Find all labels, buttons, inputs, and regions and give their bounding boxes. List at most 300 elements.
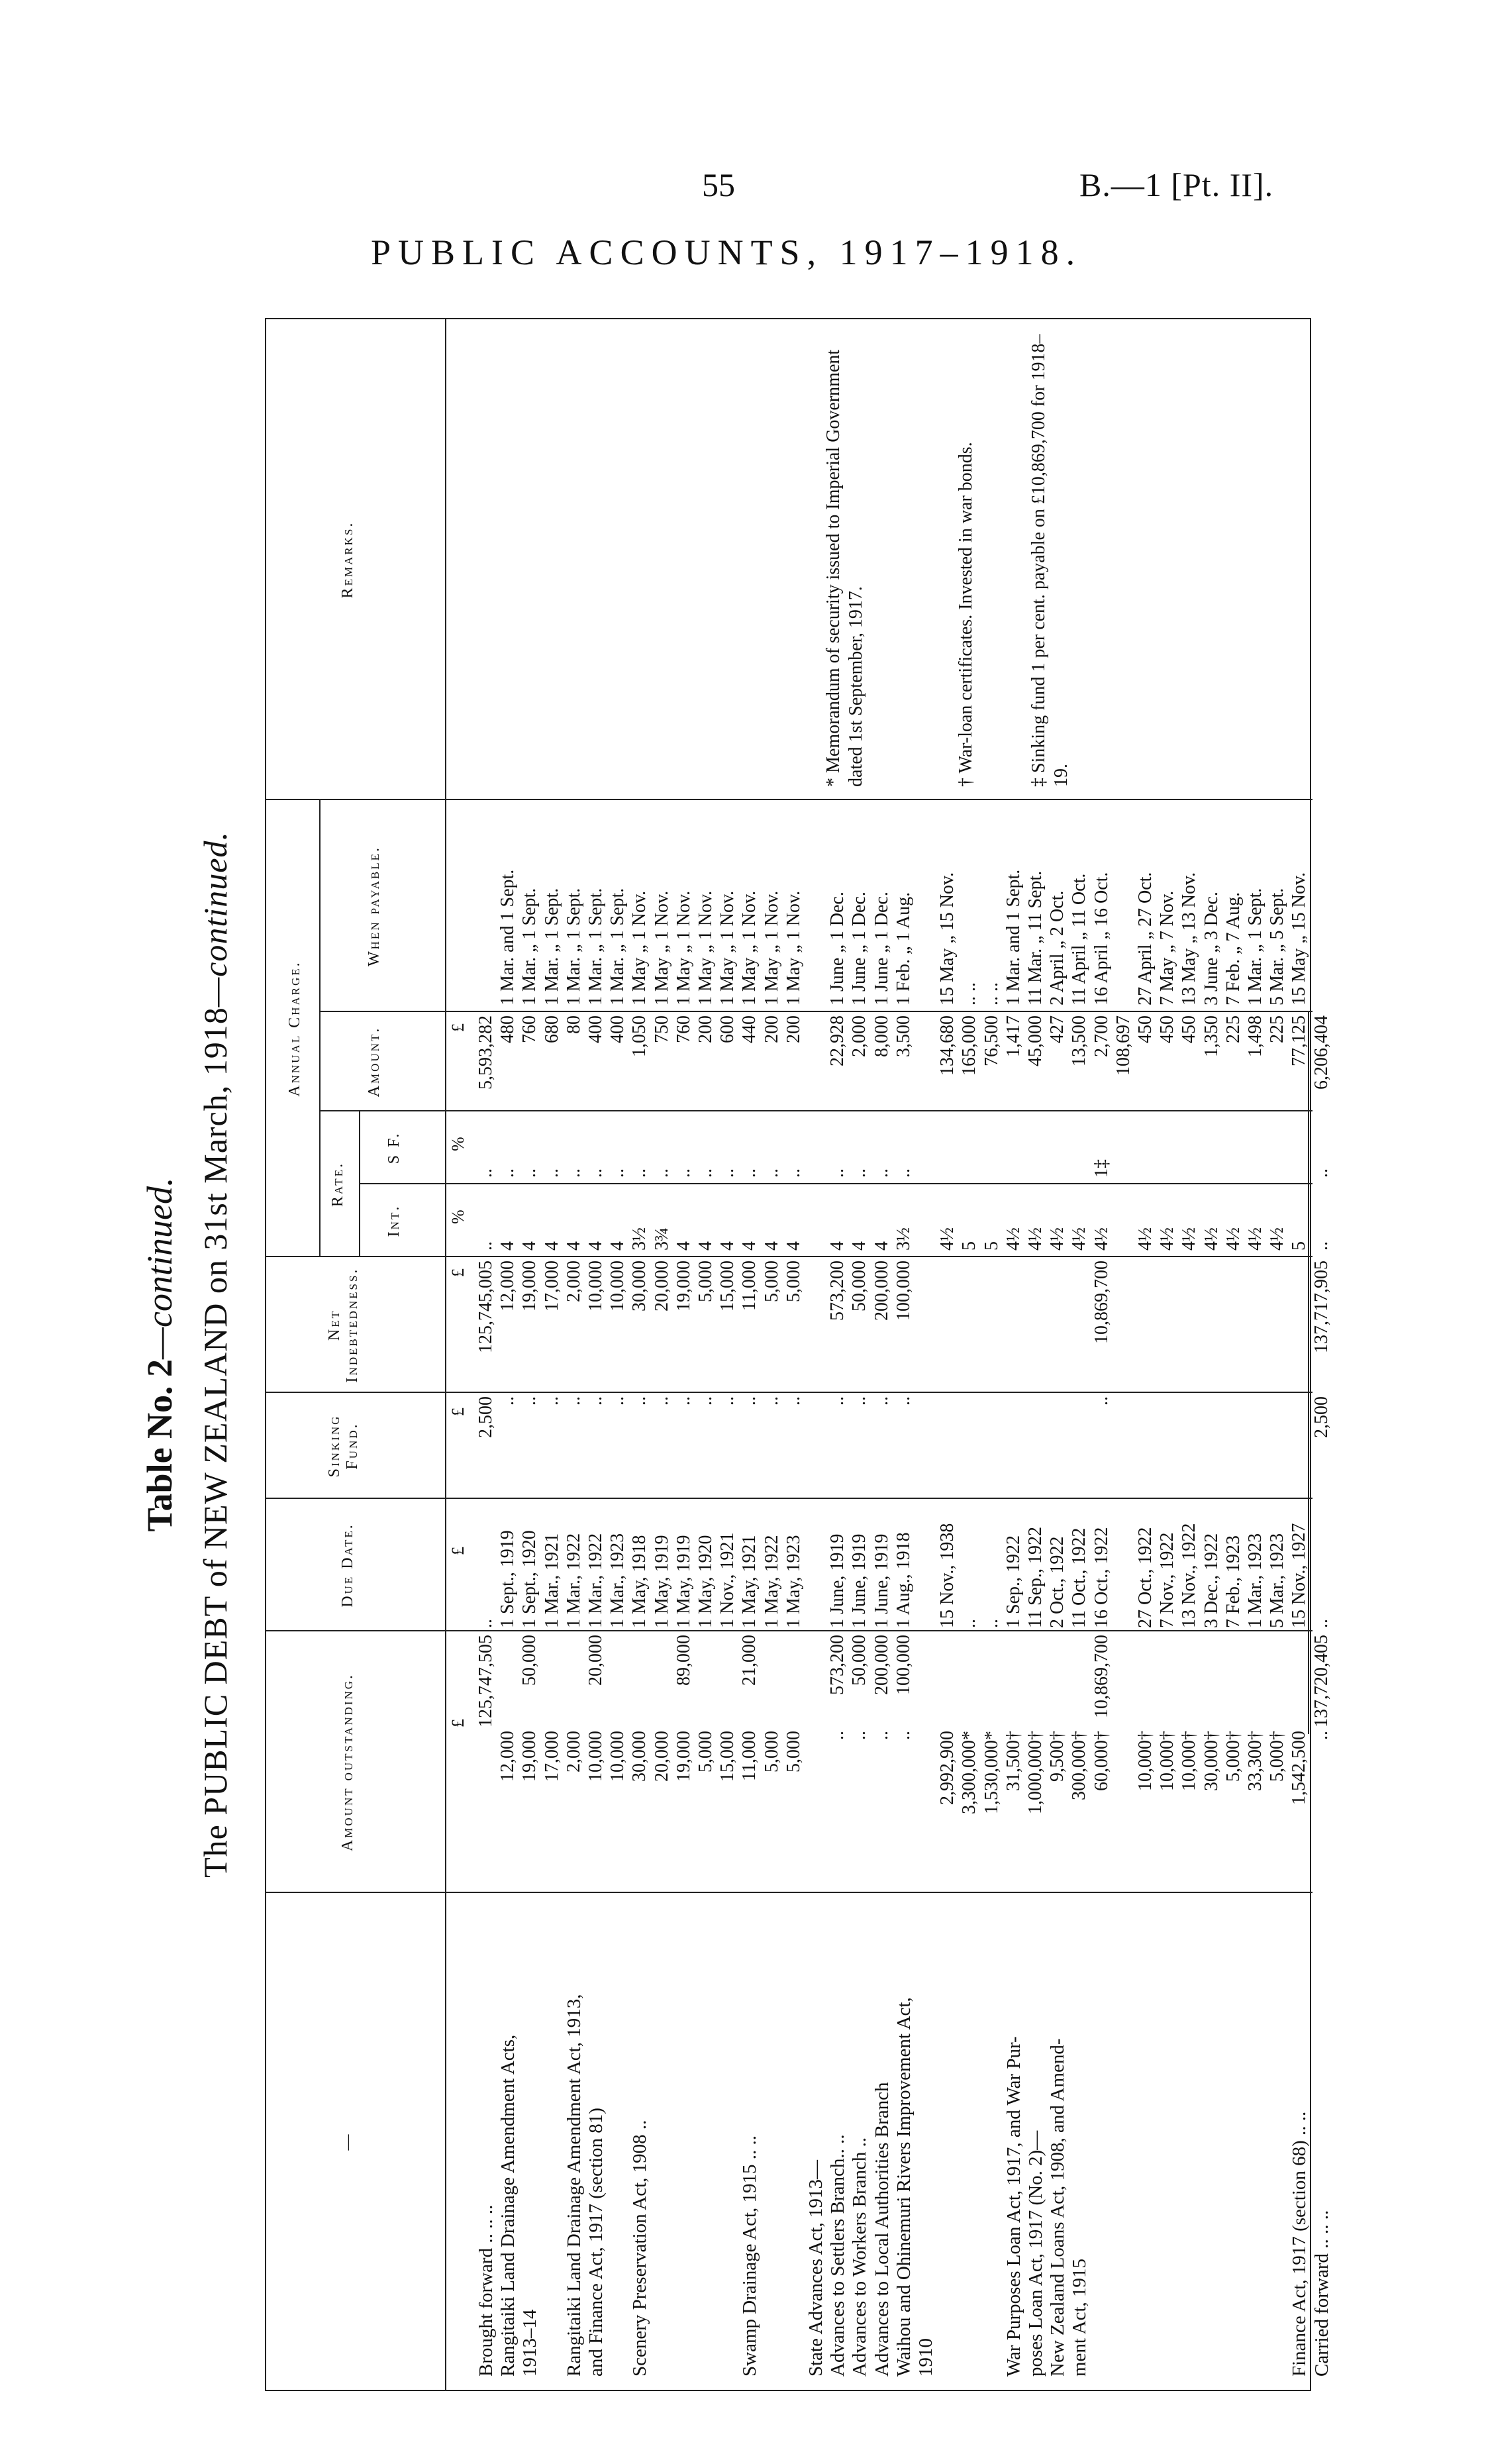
- cell-sink: ..: [739, 1396, 760, 1406]
- debt-table: [265, 318, 1332, 2391]
- cell-due: 11 Sep., 1922: [1025, 1527, 1046, 1628]
- cell-total: 50,000: [519, 1635, 540, 1686]
- table-row: [695, 800, 717, 2390]
- page-number: 55: [702, 166, 735, 203]
- cell-desc: Finance Act, 1917 (section 68) .. ..: [1289, 2111, 1311, 2377]
- cell-charge: 450: [1179, 1015, 1200, 1043]
- cell-desc: Rangitaiki Land Drainage Amendment Act, 1913,: [563, 1994, 585, 2377]
- cell-sf: ..: [563, 1168, 584, 1178]
- cell-net: 573,200: [827, 1260, 848, 1321]
- header-rate: Rate.: [329, 1161, 346, 1207]
- cell-due: ..: [475, 1619, 496, 1628]
- table-row: [519, 800, 541, 2390]
- cell-int: 5: [959, 1241, 980, 1251]
- cell-sink: ..: [563, 1396, 584, 1406]
- cell-payable: 2 April „ 2 Oct.: [1047, 890, 1068, 1005]
- cell-due: 13 Nov., 1922: [1179, 1523, 1200, 1628]
- cell-sink: ..: [827, 1396, 848, 1406]
- cell-amt: 19,000: [519, 1731, 540, 1782]
- cell-int: 4½: [1135, 1227, 1156, 1251]
- header-sinking-fund: Sinking Fund.: [326, 1414, 361, 1478]
- cell-amt: 5,000: [695, 1731, 716, 1772]
- cell-due: 1 Nov., 1921: [717, 1532, 738, 1628]
- cell-amt: 10,000†: [1135, 1731, 1156, 1791]
- cell-int: 4: [761, 1241, 782, 1251]
- cell-sf: ..: [673, 1168, 694, 1178]
- cell-due: 1 May, 1922: [761, 1535, 782, 1628]
- cell-due: ..: [959, 1619, 980, 1628]
- cell-payable: .. ..: [959, 982, 980, 1005]
- cell-desc: 1913–14: [519, 2309, 541, 2377]
- cell-payable: 1 Mar. „ 1 Sept.: [541, 888, 562, 1005]
- cell-net: 200,000: [871, 1260, 892, 1321]
- cell-charge: 134,680: [937, 1015, 958, 1076]
- cell-net: 137,717,905: [1311, 1260, 1332, 1353]
- cell-int: 4½: [1179, 1227, 1200, 1251]
- cell-int: 4: [585, 1241, 606, 1251]
- table-row: [1311, 800, 1333, 2390]
- cell-sf: ..: [607, 1168, 628, 1178]
- cell-int: 4: [871, 1241, 892, 1251]
- part-reference: B.—1 [Pt. II].: [1079, 166, 1274, 203]
- cell-total: 200,000: [871, 1635, 892, 1695]
- cell-amt: ..: [827, 1731, 848, 1740]
- cell-due: 15 Nov., 1938: [937, 1523, 958, 1628]
- cell-due: 2 Oct., 1922: [1047, 1536, 1068, 1628]
- cell-amt: 1,000,000†: [1025, 1731, 1046, 1814]
- cell-sink: ..: [541, 1396, 562, 1406]
- cell-charge: 600: [717, 1015, 738, 1043]
- cell-charge: 1,417: [1003, 1015, 1024, 1057]
- cell-charge: 480: [497, 1015, 519, 1043]
- cell-amt: 5,000†: [1222, 1731, 1244, 1782]
- cell-amt: 1,530,000*: [981, 1731, 1002, 1814]
- cell-sink: ..: [717, 1396, 738, 1406]
- unit-pound-amount: £: [448, 1719, 468, 1727]
- cell-amt: 17,000: [541, 1731, 562, 1782]
- cell-sink: ..: [497, 1396, 519, 1406]
- cell-desc: Rangitaiki Land Drainage Amendment Acts,: [497, 2034, 519, 2377]
- remark-war-loan: † War-loan certificates. Invested in war bonds.: [956, 442, 976, 787]
- cell-due: 3 Dec., 1922: [1201, 1533, 1222, 1628]
- cell-sink: 2,500: [1311, 1396, 1332, 1438]
- cell-int: ..: [475, 1241, 496, 1251]
- cell-sf: ..: [629, 1168, 650, 1178]
- cell-sf: 1‡: [1091, 1159, 1112, 1178]
- cell-sink: ..: [629, 1396, 650, 1406]
- cell-sf: ..: [651, 1168, 672, 1178]
- cell-charge: 1,050: [629, 1015, 650, 1057]
- table-row: [1222, 800, 1245, 2390]
- header-int: Int.: [385, 1204, 403, 1237]
- cell-amt: ..: [871, 1731, 892, 1740]
- cell-amt: 20,000: [651, 1731, 672, 1782]
- cell-int: 4½: [1069, 1227, 1090, 1251]
- cell-desc: Swamp Drainage Act, 1915 .. ..: [739, 2135, 761, 2377]
- cell-sf: ..: [475, 1168, 496, 1178]
- cell-int: 4½: [1222, 1227, 1244, 1251]
- table-row: [1091, 800, 1113, 2390]
- cell-due: 7 Nov., 1922: [1157, 1532, 1178, 1628]
- cell-total: 20,000: [585, 1635, 606, 1686]
- cell-int: 4½: [1003, 1227, 1024, 1251]
- cell-charge: 200: [761, 1015, 782, 1043]
- cell-charge: 165,000: [959, 1015, 980, 1076]
- cell-int: 4: [783, 1241, 804, 1251]
- cell-charge: 400: [607, 1015, 628, 1043]
- cell-desc: War Purposes Loan Act, 1917, and War Pur-: [1003, 2036, 1024, 2377]
- cell-net: 5,000: [761, 1260, 782, 1302]
- cell-payable: 1 May „ 1 Nov.: [717, 890, 738, 1005]
- cell-int: 3½: [629, 1227, 650, 1251]
- rotated-table-block: [139, 318, 1332, 2391]
- table-row: [541, 800, 564, 2390]
- cell-charge: 760: [673, 1015, 694, 1043]
- table-row: [893, 800, 915, 2390]
- cell-amt: 10,000†: [1157, 1731, 1178, 1791]
- cell-sink: ..: [607, 1396, 628, 1406]
- table-row: [738, 800, 761, 2390]
- table-title: Table No. 2—continued.: [140, 1177, 179, 1532]
- cell-due: 1 Sep., 1922: [1003, 1535, 1024, 1628]
- cell-total: 573,200: [827, 1635, 848, 1695]
- table-row: [673, 800, 695, 2390]
- cell-desc: New Zealand Loans Act, 1908, and Amend-: [1047, 2038, 1069, 2377]
- table-row: [826, 800, 849, 2390]
- cell-int: 4: [541, 1241, 562, 1251]
- cell-int: 3½: [893, 1227, 914, 1251]
- cell-payable: 1 Mar. and 1 Sept.: [1003, 869, 1024, 1005]
- unit-pound-sinking: £: [448, 1408, 468, 1416]
- cell-payable: 11 April „ 11 Oct.: [1069, 873, 1090, 1005]
- cell-charge: 76,500: [981, 1015, 1002, 1066]
- cell-int: 4: [739, 1241, 760, 1251]
- cell-net: 2,000: [563, 1260, 584, 1302]
- cell-due: ..: [1311, 1619, 1332, 1628]
- cell-total: 50,000: [849, 1635, 870, 1686]
- cell-due: 1 May, 1920: [695, 1535, 716, 1628]
- cell-desc: ment Act, 1915: [1069, 2258, 1091, 2377]
- cell-sf: ..: [893, 1168, 914, 1178]
- header-net-indebtedness: Net Indebtedness.: [326, 1267, 361, 1383]
- cell-charge: 450: [1135, 1015, 1156, 1043]
- cell-due: 27 Oct., 1922: [1135, 1527, 1156, 1628]
- cell-net: 17,000: [541, 1260, 562, 1311]
- cell-payable: 1 May „ 1 Nov.: [695, 890, 716, 1005]
- cell-payable: .. ..: [981, 982, 1002, 1005]
- cell-payable: 1 May „ 1 Nov.: [673, 890, 694, 1005]
- cell-payable: 1 Mar. and 1 Sept.: [497, 869, 519, 1005]
- cell-int: 4½: [1201, 1227, 1222, 1251]
- cell-due: 1 June, 1919: [871, 1533, 892, 1628]
- table-row: [848, 800, 871, 2390]
- cell-sink: ..: [673, 1396, 694, 1406]
- header-when-payable: When payable.: [366, 846, 383, 966]
- header-description: —: [339, 2132, 356, 2151]
- cell-desc: Carried forward .. .. ..: [1311, 2210, 1332, 2377]
- cell-payable: 15 May „ 15 Nov.: [937, 872, 958, 1005]
- cell-charge: 225: [1267, 1015, 1288, 1043]
- table-row: [563, 800, 585, 2390]
- cell-payable: 16 April „ 16 Oct.: [1091, 872, 1112, 1005]
- table-row: [497, 800, 519, 2390]
- cell-payable: 1 Mar. „ 1 Sept.: [607, 888, 628, 1005]
- cell-payable: 3 June „ 3 Dec.: [1201, 892, 1222, 1005]
- cell-charge: 5,593,282: [475, 1015, 496, 1090]
- cell-amt: 30,000†: [1201, 1731, 1222, 1791]
- cell-charge: 77,125: [1289, 1015, 1310, 1066]
- header-amount: Amount.: [366, 1026, 383, 1098]
- cell-int: 4½: [1091, 1227, 1112, 1251]
- cell-int: 4½: [1245, 1227, 1265, 1251]
- cell-int: 4½: [937, 1227, 958, 1251]
- cell-payable: 1 Mar. „ 1 Sept.: [563, 888, 584, 1005]
- cell-int: 3¾: [651, 1227, 672, 1251]
- cell-charge: 13,500: [1069, 1015, 1090, 1066]
- cell-charge: 400: [585, 1015, 606, 1043]
- cell-amt: 33,300†: [1245, 1731, 1265, 1791]
- cell-sf: ..: [739, 1168, 760, 1178]
- cell-int: 4: [563, 1241, 584, 1251]
- cell-amt: 31,500†: [1003, 1731, 1024, 1791]
- cell-payable: 1 Mar. „ 1 Sept.: [1245, 888, 1265, 1005]
- cell-amt: 1,542,500: [1289, 1731, 1310, 1805]
- cell-payable: 1 May „ 1 Nov.: [629, 890, 650, 1005]
- cell-due: 1 May, 1921: [739, 1535, 760, 1628]
- cell-net: 50,000: [849, 1260, 870, 1311]
- cell-payable: 1 May „ 1 Nov.: [739, 890, 760, 1005]
- cell-sf: ..: [519, 1168, 540, 1178]
- cell-payable: 1 Feb. „ 1 Aug.: [893, 892, 914, 1005]
- cell-due: 1 Mar., 1922: [585, 1533, 606, 1628]
- cell-sf: ..: [585, 1168, 606, 1178]
- cell-amt: 5,000: [783, 1731, 804, 1772]
- cell-charge: 200: [695, 1015, 716, 1043]
- cell-charge: 6,206,404: [1311, 1015, 1332, 1090]
- cell-net: 19,000: [519, 1260, 540, 1311]
- cell-net: 15,000: [717, 1260, 738, 1311]
- cell-int: 4: [607, 1241, 628, 1251]
- cell-int: 4: [497, 1241, 519, 1251]
- cell-charge: 680: [541, 1015, 562, 1043]
- cell-due: 1 May, 1918: [629, 1535, 650, 1628]
- cell-net: 11,000: [739, 1260, 760, 1311]
- cell-int: ..: [1311, 1241, 1332, 1251]
- cell-amt: 5,000†: [1267, 1731, 1288, 1782]
- unit-percent-sf: %: [448, 1137, 468, 1151]
- table-row: [1113, 800, 1135, 2390]
- cell-int: 4½: [1267, 1227, 1288, 1251]
- cell-sink: ..: [651, 1396, 672, 1406]
- cell-charge: 750: [651, 1015, 672, 1043]
- cell-charge: 225: [1222, 1015, 1244, 1043]
- cell-charge: 80: [563, 1015, 584, 1034]
- cell-due: 1 May, 1919: [673, 1535, 694, 1628]
- cell-net: 30,000: [629, 1260, 650, 1311]
- cell-desc: Advances to Settlers Branch.. ..: [827, 2134, 849, 2377]
- cell-sf: ..: [717, 1168, 738, 1178]
- cell-sink: ..: [761, 1396, 782, 1406]
- cell-desc: Waihou and Ohinemuri Rivers Improvement Act,: [893, 1997, 915, 2377]
- cell-sf: ..: [783, 1168, 804, 1178]
- table-row: [761, 800, 783, 2390]
- cell-sf: ..: [497, 1168, 519, 1178]
- cell-sink: ..: [519, 1396, 540, 1406]
- cell-payable: 1 Mar. „ 1 Sept.: [585, 888, 606, 1005]
- cell-total: 125,747,505: [475, 1635, 496, 1727]
- cell-int: 4: [519, 1241, 540, 1251]
- table-row: [981, 800, 1003, 2390]
- cell-net: 5,000: [783, 1260, 804, 1302]
- cell-payable: 1 Mar. „ 1 Sept.: [519, 888, 540, 1005]
- cell-sink: ..: [849, 1396, 870, 1406]
- cell-net: 10,000: [607, 1260, 628, 1311]
- cell-charge: 108,697: [1113, 1015, 1134, 1076]
- cell-sf: ..: [1311, 1168, 1332, 1178]
- cell-amt: 2,992,900: [937, 1731, 958, 1805]
- cell-desc: Brought forward .. .. ..: [475, 2204, 497, 2377]
- table-row: [1134, 800, 1157, 2390]
- cell-due: 1 Mar., 1923: [607, 1533, 628, 1628]
- table-row: [1266, 800, 1289, 2390]
- cell-amt: 3,300,000*: [959, 1731, 980, 1814]
- cell-due: 1 Sept., 1919: [497, 1530, 519, 1628]
- cell-sink: ..: [893, 1396, 914, 1406]
- cell-charge: 450: [1157, 1015, 1178, 1043]
- table-row: [1024, 800, 1047, 2390]
- cell-net: 10,000: [585, 1260, 606, 1311]
- cell-amt: 12,000: [497, 1731, 519, 1782]
- cell-charge: 22,928: [827, 1015, 848, 1066]
- header-sf: S F.: [385, 1131, 403, 1164]
- table-row: [607, 800, 629, 2390]
- cell-charge: 760: [519, 1015, 540, 1043]
- cell-payable: 1 May „ 1 Nov.: [783, 890, 804, 1005]
- cell-due: 1 May, 1923: [783, 1535, 804, 1628]
- cell-amt: 30,000: [629, 1731, 650, 1782]
- cell-sf: ..: [849, 1168, 870, 1178]
- cell-charge: 427: [1047, 1015, 1068, 1043]
- unit-pound-charge: £: [448, 1023, 468, 1032]
- cell-due: 7 Feb., 1923: [1222, 1535, 1244, 1628]
- table-row: [585, 800, 607, 2390]
- unit-pound-total: £: [448, 1547, 468, 1555]
- cell-amt: 19,000: [673, 1731, 694, 1782]
- table-row: [1156, 800, 1179, 2390]
- cell-net: 12,000: [497, 1260, 519, 1311]
- cell-sf: ..: [695, 1168, 716, 1178]
- cell-desc: 1910: [915, 2338, 936, 2377]
- cell-amt: 60,000†: [1091, 1731, 1112, 1791]
- cell-charge: 1,350: [1201, 1015, 1222, 1057]
- cell-charge: 440: [739, 1015, 760, 1043]
- table-row: [936, 800, 959, 2390]
- cell-due: 1 Mar., 1923: [1245, 1533, 1265, 1628]
- cell-charge: 200: [783, 1015, 804, 1043]
- cell-charge: 3,500: [893, 1015, 914, 1057]
- cell-sf: ..: [871, 1168, 892, 1178]
- cell-total: 21,000: [739, 1635, 760, 1686]
- cell-due: 11 Oct., 1922: [1069, 1527, 1090, 1628]
- cell-int: 4: [827, 1241, 848, 1251]
- cell-desc: Advances to Local Authorities Branch: [871, 2082, 893, 2377]
- cell-int: 4½: [1047, 1227, 1068, 1251]
- cell-net: 20,000: [651, 1260, 672, 1311]
- table-row: [1068, 800, 1091, 2390]
- cell-payable: 7 Feb. „ 7 Aug.: [1222, 892, 1244, 1005]
- cell-amt: 10,000: [607, 1731, 628, 1782]
- cell-charge: 1,498: [1245, 1015, 1265, 1057]
- cell-due: 15 Nov., 1927: [1289, 1523, 1310, 1628]
- cell-due: 1 Mar., 1922: [563, 1533, 584, 1628]
- table-row: [1178, 800, 1201, 2390]
- cell-amt: ..: [849, 1731, 870, 1740]
- cell-payable: 1 June „ 1 Dec.: [827, 892, 848, 1005]
- table-row: [958, 800, 981, 2390]
- unit-pound-net: £: [448, 1268, 468, 1277]
- table-row: [628, 800, 651, 2390]
- table-row: [805, 800, 827, 2390]
- running-title: PUBLIC ACCOUNTS, 1917–1918.: [371, 232, 1083, 272]
- cell-net: 5,000: [695, 1260, 716, 1302]
- cell-charge: 45,000: [1025, 1015, 1046, 1066]
- cell-int: 4: [695, 1241, 716, 1251]
- table-row: [1201, 800, 1223, 2390]
- cell-due: 5 Mar., 1923: [1267, 1533, 1288, 1628]
- cell-sf: ..: [761, 1168, 782, 1178]
- table-subtitle: The PUBLIC DEBT of NEW ZEALAND on 31st March, 1918—continued.: [197, 831, 234, 1878]
- cell-desc: and Finance Act, 1917 (section 81): [585, 2108, 607, 2377]
- cell-int: 4½: [1025, 1227, 1046, 1251]
- cell-desc: State Advances Act, 1913—: [805, 2159, 826, 2377]
- cell-payable: 13 May „ 13 Nov.: [1179, 872, 1200, 1005]
- cell-sf: ..: [827, 1168, 848, 1178]
- unit-percent-int: %: [448, 1209, 468, 1224]
- cell-amt: 11,000: [739, 1731, 760, 1781]
- cell-int: 4: [673, 1241, 694, 1251]
- table-row: [651, 800, 673, 2390]
- cell-total: 100,000: [893, 1635, 914, 1695]
- cell-amt: 10,000: [585, 1731, 606, 1782]
- cell-int: 4½: [1157, 1227, 1178, 1251]
- cell-amt: 15,000: [717, 1731, 738, 1782]
- cell-amt: ..: [1311, 1731, 1332, 1740]
- cell-payable: 15 May „ 15 Nov.: [1289, 872, 1310, 1005]
- table-row: [1003, 800, 1025, 2390]
- cell-int: 4: [849, 1241, 870, 1251]
- cell-int: 5: [981, 1241, 1002, 1251]
- cell-payable: 27 April „ 27 Oct.: [1135, 872, 1156, 1005]
- cell-desc: Advances to Workers Branch ..: [849, 2137, 871, 2377]
- cell-sink: ..: [1091, 1396, 1112, 1406]
- table-row: [475, 800, 497, 2390]
- cell-charge: 2,000: [849, 1015, 870, 1057]
- cell-sink: ..: [871, 1396, 892, 1406]
- cell-due: 1 Sept., 1920: [519, 1530, 540, 1628]
- cell-due: 1 June, 1919: [827, 1533, 848, 1628]
- table-row: [871, 800, 893, 2390]
- cell-amt: ..: [893, 1731, 914, 1740]
- cell-sink: ..: [695, 1396, 716, 1406]
- remark-memorandum: * Memorandum of security issued to Imperial Government dated 1st September, 1917.: [823, 349, 866, 787]
- cell-payable: 7 May „ 7 Nov.: [1157, 890, 1178, 1005]
- cell-total: 10,869,700: [1091, 1635, 1112, 1718]
- cell-net: 10,869,700: [1091, 1260, 1112, 1344]
- cell-net: 19,000: [673, 1260, 694, 1311]
- cell-payable: 5 Mar. „ 5 Sept.: [1267, 888, 1288, 1005]
- cell-amt: 5,000: [761, 1731, 782, 1772]
- cell-payable: 1 May „ 1 Nov.: [761, 890, 782, 1005]
